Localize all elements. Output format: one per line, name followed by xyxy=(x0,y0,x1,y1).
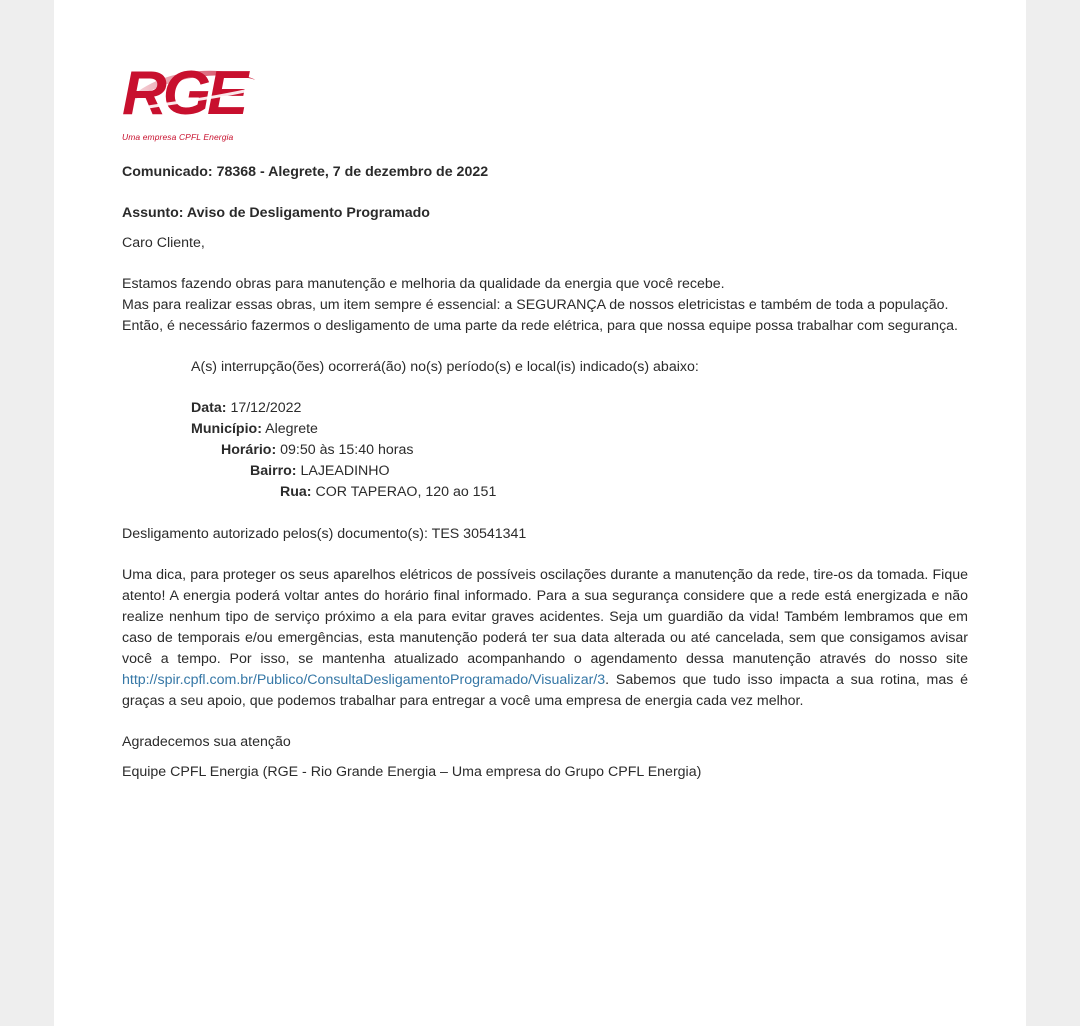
detail-rua xyxy=(191,482,968,503)
logo-subtitle: Uma empresa CPFL Energia xyxy=(122,132,234,142)
tip-text-before-link: Uma dica, para proteger os seus aparelhos elétricos de possíveis oscilações durante a manutenção da rede, tire-os da tomada. Fique atento! A energia poderá voltar antes do horário final informado. Para a sua segurança considere que a rede está energizada e não realize nenhum tipo de serviço próximo a ela para evitar graves acidentes. Seja um guardião da vida! Também lembramos que em caso de temporais e/ou emergências, esta manutenção poderá ter sua data alterada ou até cancelada, sem que consigamos avisar você a tempo. Por isso, se mantenha atualizado acompanhando o agendamento dessa manutenção através do nosso site xyxy=(122,567,968,667)
greeting: Caro Cliente, xyxy=(122,235,205,251)
intro-line-2: Mas para realizar essas obras, um item sempre é essencial: a SEGURANÇA de nossos eletricistas e também de toda a população. xyxy=(122,297,949,313)
consulta-link[interactable]: http://spir.cpfl.com.br/Publico/ConsultaDesligamentoProgramado/Visualizar/3 xyxy=(122,672,606,688)
thanks-line: Agradecemos sua atenção xyxy=(122,734,291,750)
email-page xyxy=(54,0,1026,1026)
tip-text-after-link: . Sabemos que tudo isso impacta a sua rotina, mas é graças a seu apoio, que podemos trabalhar para entregar a você uma empresa de energia cada vez melhor. xyxy=(122,672,968,709)
date-value: 17/12/2022 xyxy=(230,400,302,416)
bairro-value: LAJEADINHO xyxy=(300,463,390,479)
rge-logo xyxy=(122,58,262,142)
interruption-notice: A(s) interrupção(ões) ocorrerá(ão) no(s) período(s) e local(is) indicado(s) abaixo: xyxy=(191,359,699,375)
rua-label: Rua: xyxy=(280,484,312,500)
horario-value: 09:50 às 15:40 horas xyxy=(280,442,414,458)
intro-line-3: Então, é necessário fazermos o desligamento de uma parte da rede elétrica, para que nossa equipe possa trabalhar com segurança. xyxy=(122,318,958,334)
assunto-heading: Assunto: Aviso de Desligamento Programado xyxy=(122,205,430,221)
detail-horario xyxy=(191,440,968,461)
date-label: Data: xyxy=(191,400,227,416)
municipio-value: Alegrete xyxy=(265,421,318,437)
comunicado-heading: Comunicado: 78368 - Alegrete, 7 de dezembro de 2022 xyxy=(122,164,489,180)
intro-line-1: Estamos fazendo obras para manutenção e melhoria da qualidade da energia que você recebe. xyxy=(122,276,725,292)
municipio-label: Município: xyxy=(191,421,262,437)
intro-paragraph xyxy=(122,274,968,337)
logo-text: RGE xyxy=(122,59,245,124)
rua-value: COR TAPERAO, 120 ao 151 xyxy=(315,484,497,500)
outage-details xyxy=(122,398,968,503)
rge-logo-mark xyxy=(122,58,262,124)
signature-line: Equipe CPFL Energia (RGE - Rio Grande Energia – Uma empresa do Grupo CPFL Energia) xyxy=(122,764,702,780)
horario-label: Horário: xyxy=(221,442,277,458)
bairro-label: Bairro: xyxy=(250,463,297,479)
detail-date xyxy=(191,398,968,419)
detail-municipio xyxy=(191,419,968,440)
letter-body xyxy=(122,58,968,783)
document-line: Desligamento autorizado pelos(s) documento(s): TES 30541341 xyxy=(122,526,527,542)
tip-paragraph xyxy=(122,565,968,712)
detail-bairro xyxy=(191,461,968,482)
